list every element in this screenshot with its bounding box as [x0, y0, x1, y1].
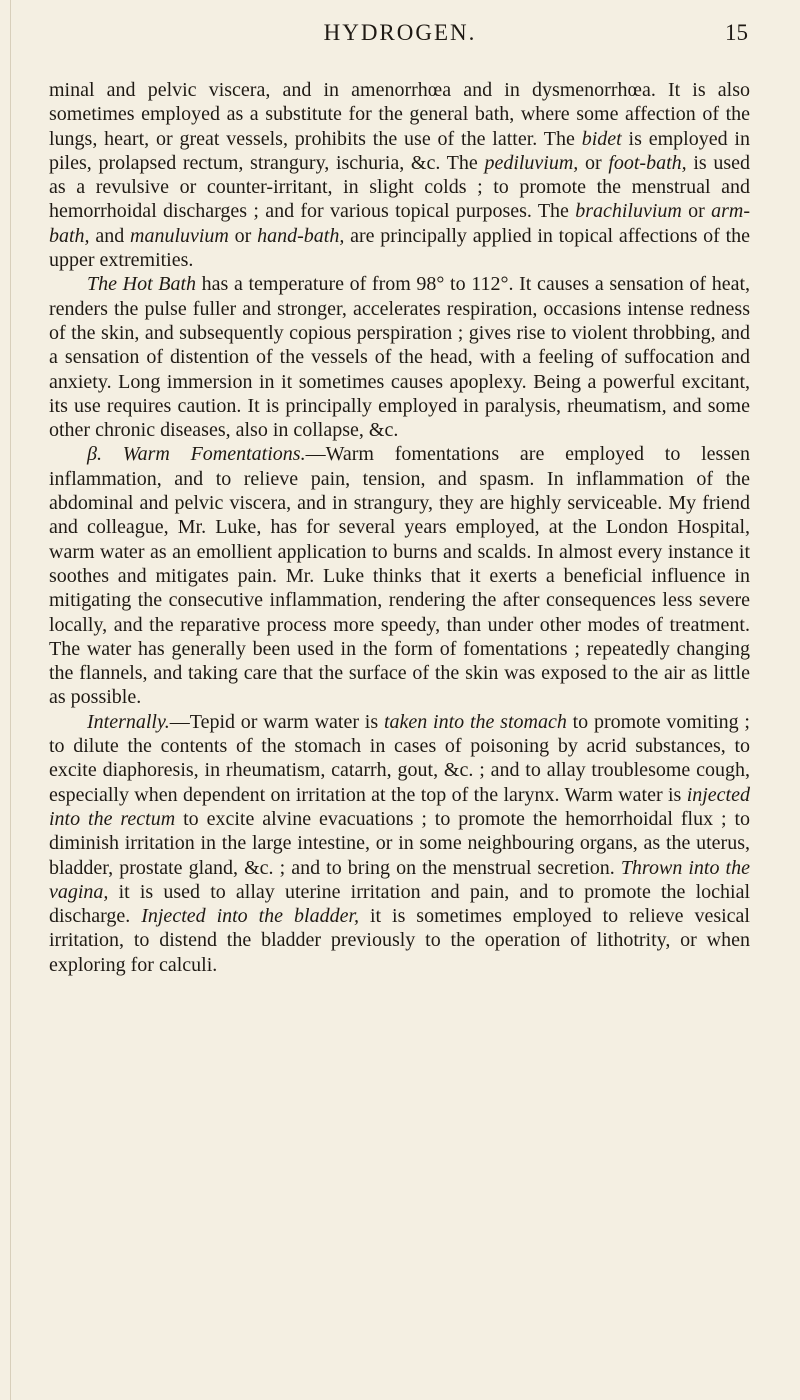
text-run: are principally applied in topical affections of the upper extremities.	[49, 224, 750, 272]
text-run: it is sometimes employed to relieve vesical irritation, to distend the bladder previously to the operation of lithotrity, or when exploring for calculi.	[49, 905, 750, 976]
italic-text: Injected into the bladder,	[141, 905, 360, 928]
running-title: HYDROGEN.	[323, 20, 477, 45]
italic-text: foot-bath,	[608, 151, 687, 174]
paragraph-internally	[49, 710, 750, 977]
paragraph-warm-fomentations	[49, 442, 750, 709]
text-run: or	[578, 151, 609, 174]
italic-text: Internally.	[87, 710, 170, 733]
italic-text: β. Warm Fomentations.	[87, 443, 306, 466]
italic-text: The Hot Bath	[87, 273, 197, 296]
text-run: to promote vomiting ; to dilute the contents of the stomach in cases of poisoning by acrid substances, to excite diaphoresis, in rheumatism, catarrh, gout, &c. ; and to allay troublesome cough, especially when dependent on irritation at the top of the larynx. Warm water is	[49, 710, 750, 806]
paragraph-hot-bath	[49, 272, 750, 442]
text-run: —Tepid or warm water is	[169, 710, 384, 733]
text-run: and	[89, 224, 130, 247]
text-run: minal and pelvic viscera, and in amenorrhœa and in dysmenorrhœa. It is also sometimes employed as a substitute for the general bath, where some affection of the lungs, heart, or great vessels, prohibits the use of the latter. The	[49, 79, 750, 150]
italic-text: pediluvium,	[484, 151, 579, 174]
text-run: to excite alvine evacuations ; to promote the hemorrhoidal flux ; to diminish irritation in the large intestine, or in some neighbouring organs, as the uterus, bladder, prostate gland, &c. ; and to bring on the menstrual secretion.	[49, 807, 751, 879]
italic-text: Thrown into the vagina,	[49, 856, 750, 903]
page-edge-shadow	[10, 0, 11, 1400]
italic-text: bidet	[581, 127, 622, 150]
text-run: —Warm fomentations are employed to lessen inflammation, and to relieve pain, tension, and spasm. In inflammation of the abdominal and pelvic viscera, and in strangury, they are highly serviceable. My friend and colleague, Mr. Luke, has for several years employed, at the London Hospital, warm water as an emollient application to burns and scalds. In almost every instance it soothes and mitigates pain. Mr. Luke thinks that it exerts a beneficial influence in mitigating the consecutive inflammation, rendering the after consequences less severe locally, and the reparative process more speedy, than under other modes of treatment. The water has generally been used in the form of fomentations ; repeatedly changing the flannels, and taking care that the surface of the skin was exposed to the air as little as possible.	[49, 443, 750, 709]
text-run: or	[681, 200, 712, 223]
running-head	[48, 20, 752, 50]
text-run: has a temperature of from 98° to 112°. It causes a sensation of heat, renders the pulse fuller and stronger, accelerates respiration, occasions intense redness of the skin, and subsequently copious perspiration ; gives rise to violent throbbing, and a sensation of distention of the vessels of the head, with a feeling of suffocation and anxiety. Long immersion in it sometimes causes apoplexy. Being a powerful excitant, its use requires caution. It is principally employed in paralysis, rheumatism, and some other chronic diseases, also in collapse, &c.	[49, 273, 750, 442]
text-run: it is used to allay uterine irritation and pain, and to promote the lochial discharge.	[49, 880, 750, 928]
italic-text: taken into the stomach	[383, 710, 567, 733]
italic-text: brachiluvium	[575, 200, 682, 223]
paragraph-bath-uses	[49, 78, 750, 272]
page-number: 15	[725, 20, 748, 45]
text-run: is employed in piles, prolapsed rectum, strangury, ischuria, &c. The	[49, 127, 750, 174]
italic-text: arm-bath,	[49, 200, 750, 247]
italic-text: hand-bath,	[257, 224, 345, 247]
italic-text: injected into the rectum	[49, 783, 750, 830]
italic-text: manuluvium	[130, 224, 229, 247]
text-run: is used as a revulsive or counter-irritant, in slight colds ; to promote the menstrual and hemorrhoidal discharges ; and for various topical purposes. The	[49, 151, 750, 223]
text-run: or	[228, 224, 258, 247]
body-text	[49, 78, 750, 977]
